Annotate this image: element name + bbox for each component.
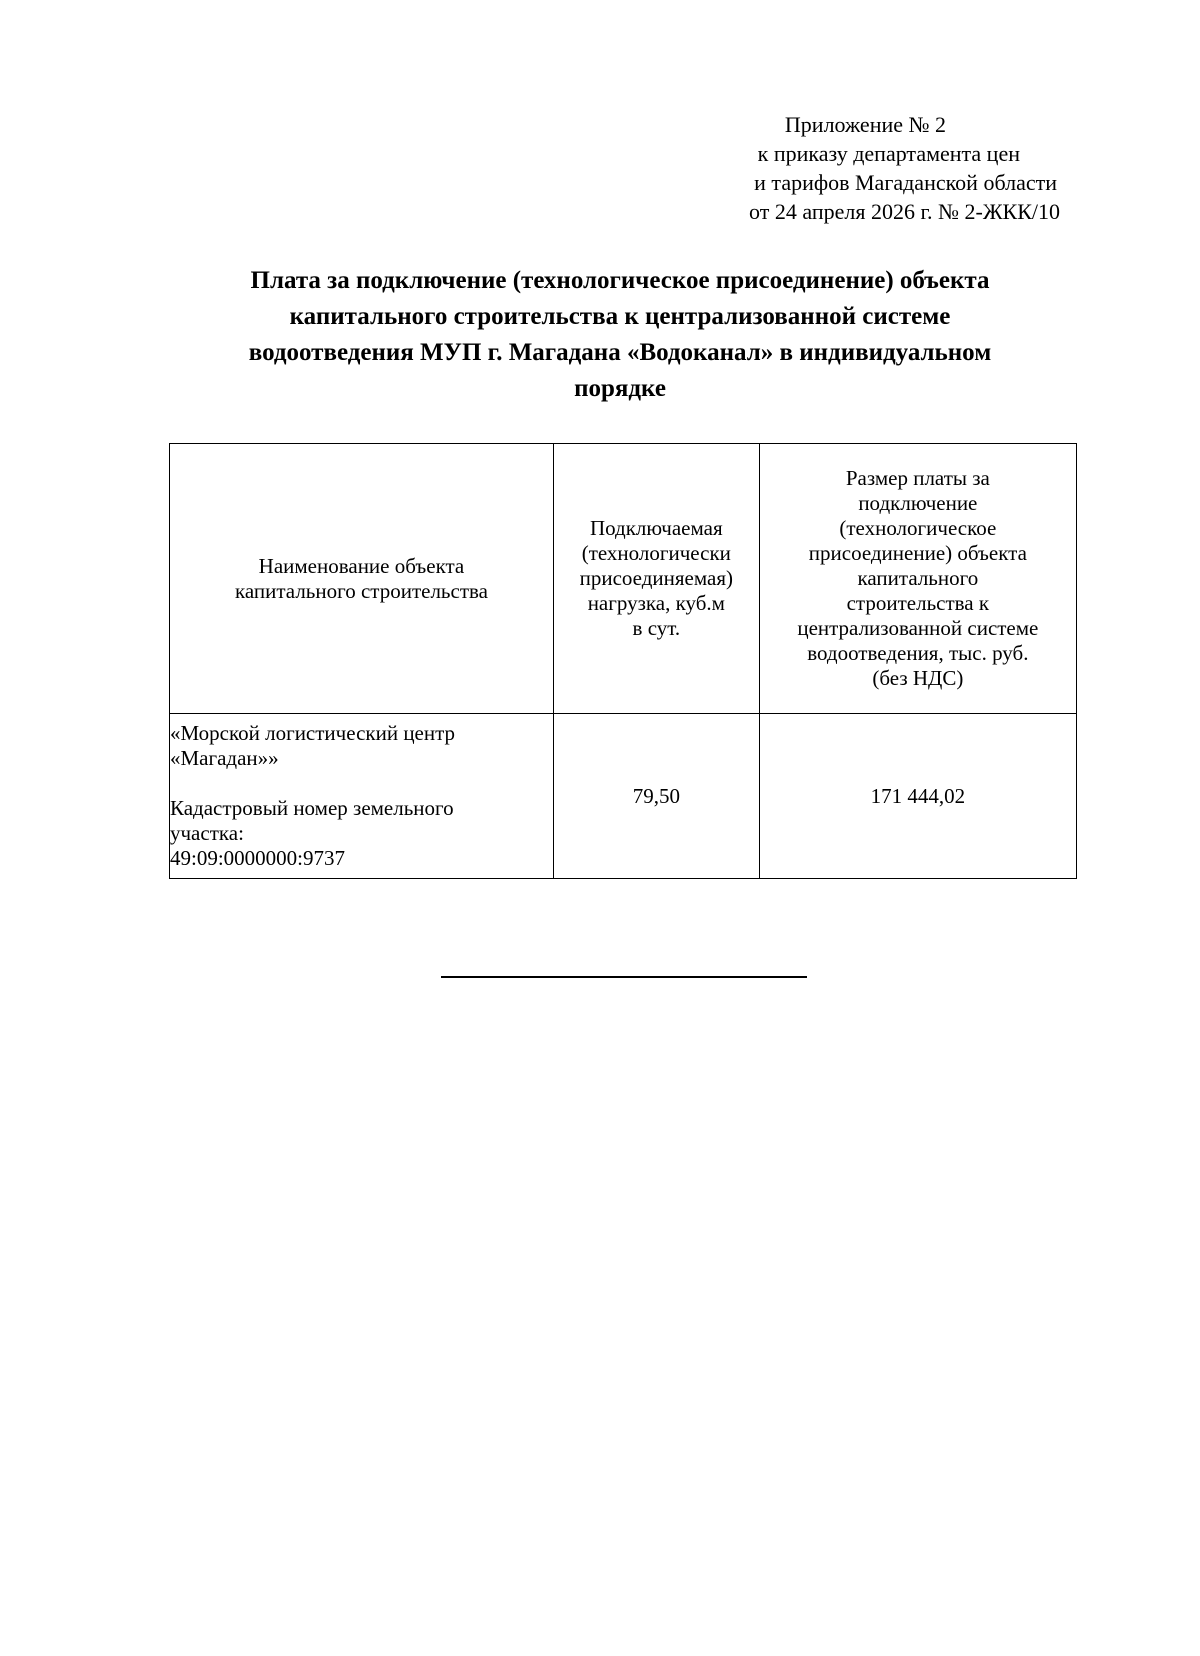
appendix-order-ref: к приказу департамента цен	[757, 141, 1020, 166]
header-text: Подключаемая	[589, 516, 723, 540]
load-value: 79,50	[553, 714, 759, 879]
object-name-line: «Морской логистический центр	[170, 721, 456, 745]
closing-rule	[441, 976, 807, 978]
title-line: Плата за подключение (технологическое присоединение) объекта	[250, 267, 990, 294]
header-text: капитального	[857, 566, 979, 590]
appendix-order-date: от 24 апреля 2026 г. № 2-ЖКК/10	[749, 199, 1060, 224]
header-text: в сут.	[632, 616, 681, 640]
header-object-name	[170, 444, 554, 714]
header-fee	[759, 444, 1076, 714]
table-row	[170, 714, 1077, 879]
table-header-row	[170, 444, 1077, 714]
header-text: подключение	[858, 491, 978, 515]
header-text: Размер платы за	[845, 466, 990, 490]
cadastral-number: 49:09:0000000:9737	[170, 846, 346, 870]
object-name-line: «Магадан»»	[170, 746, 279, 770]
header-text: нагрузка, куб.м	[587, 591, 725, 615]
cadastral-line: участка:	[170, 821, 244, 845]
title-line: водоотведения МУП г. Магадана «Водоканал» в индивидуальном	[248, 339, 992, 366]
header-text: строительства к	[846, 591, 990, 615]
header-text: (технологически	[581, 541, 731, 565]
fee-table	[169, 443, 1077, 879]
header-text: централизованной системе	[797, 616, 1039, 640]
header-text: присоединение) объекта	[808, 541, 1027, 565]
header-text: (без НДС)	[872, 666, 964, 690]
title-line: капитального строительства к централизованной системе	[289, 303, 951, 330]
appendix-number: Приложение № 2	[784, 112, 946, 137]
header-text: присоединяемая)	[579, 566, 733, 590]
object-name-cell	[170, 714, 554, 879]
header-text: капитального строительства	[234, 578, 488, 603]
appendix-department: и тарифов Магаданской области	[754, 170, 1057, 195]
header-text: (технологическое	[839, 516, 997, 540]
appendix-header	[640, 110, 1060, 226]
header-text: Наименование объекта	[258, 553, 465, 578]
cadastral-line: Кадастровый номер земельного	[170, 796, 454, 820]
fee-value: 171 444,02	[759, 714, 1076, 879]
title-line: порядке	[574, 375, 666, 402]
document-title	[170, 263, 1070, 407]
header-text: водоотведения, тыс. руб.	[807, 641, 1029, 665]
header-load	[553, 444, 759, 714]
